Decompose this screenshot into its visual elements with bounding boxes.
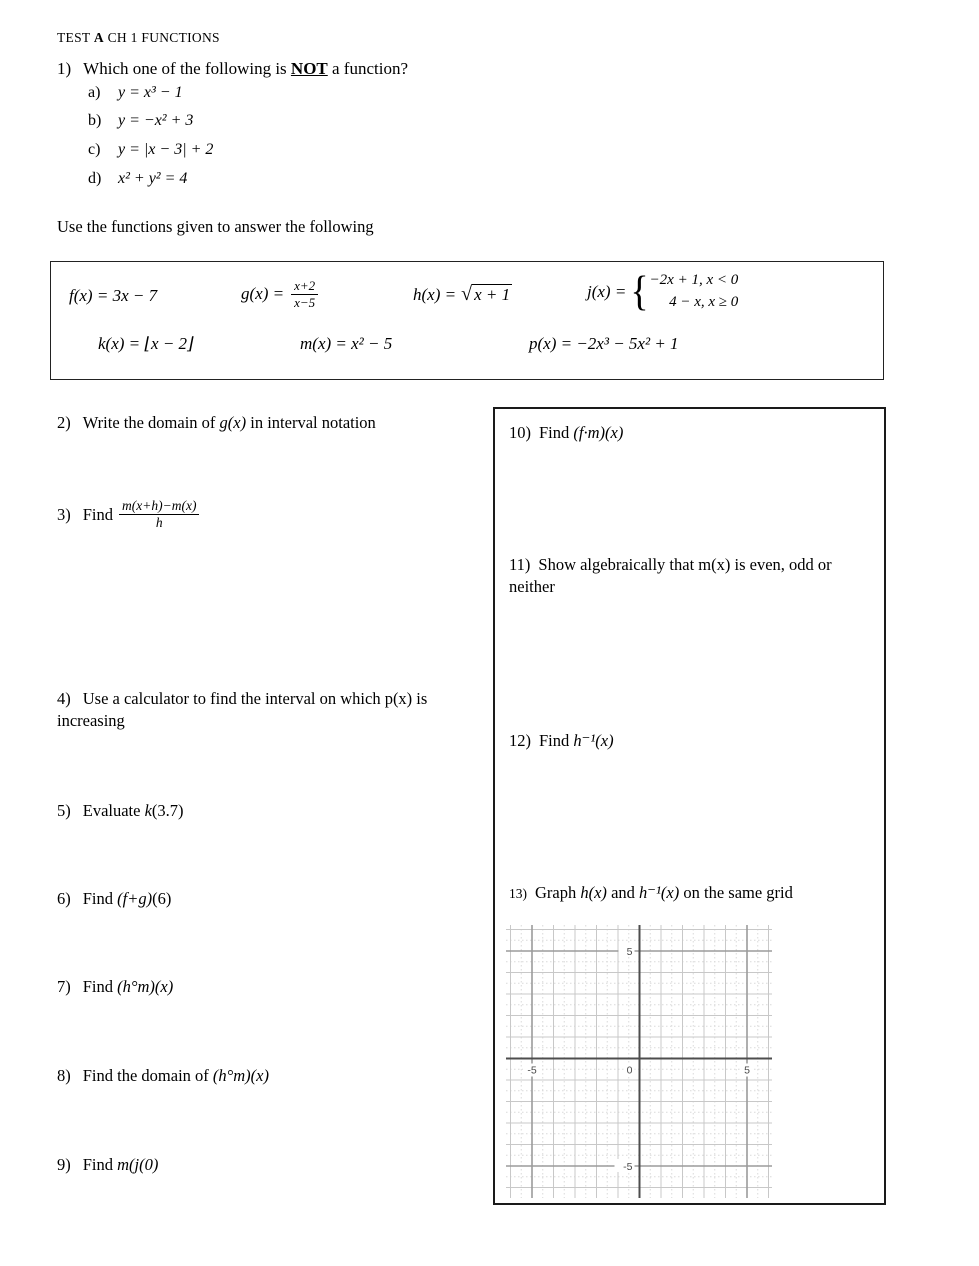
option-c bbox=[88, 141, 213, 159]
title-post: CH 1 FUNCTIONS bbox=[103, 30, 220, 45]
question-text: (3.7) bbox=[151, 801, 184, 820]
question-10 bbox=[509, 422, 623, 444]
option-formula: x² + y² = 4 bbox=[118, 170, 188, 187]
fraction-numerator: m(x+h)−m(x) bbox=[119, 498, 199, 515]
question-11 bbox=[509, 554, 873, 598]
question-text: Which one of the following is bbox=[83, 59, 291, 78]
question-text: a function? bbox=[327, 59, 409, 78]
function-h bbox=[413, 284, 512, 305]
question-text: Find the domain of bbox=[82, 1066, 213, 1085]
function-m: m(x) = x² − 5 bbox=[300, 334, 393, 353]
function-g-lhs: g(x) = bbox=[241, 284, 285, 304]
question-7 bbox=[57, 976, 173, 998]
square-root bbox=[461, 284, 512, 305]
option-letter: a) bbox=[88, 84, 101, 101]
question-math: g(x) bbox=[219, 413, 247, 432]
right-questions-box bbox=[493, 407, 886, 1205]
question-number: 2) bbox=[57, 413, 71, 432]
option-formula: y = x³ − 1 bbox=[118, 84, 183, 101]
fraction bbox=[119, 498, 199, 531]
question-math: (f+g) bbox=[117, 889, 153, 908]
question-5 bbox=[57, 800, 184, 822]
title-pre: TEST bbox=[57, 30, 94, 45]
page-title bbox=[57, 30, 220, 46]
option-b bbox=[88, 112, 193, 130]
question-text: Find bbox=[82, 1155, 118, 1174]
svg-text:0: 0 bbox=[626, 1064, 633, 1077]
instructions: Use the functions given to answer the following bbox=[57, 217, 374, 236]
question-13 bbox=[509, 882, 793, 904]
piecewise-lines bbox=[650, 270, 739, 314]
svg-text:-5: -5 bbox=[623, 1161, 633, 1173]
fraction-denominator: x−5 bbox=[294, 294, 316, 310]
question-math: h⁻¹(x) bbox=[639, 883, 680, 902]
question-number: 5) bbox=[57, 801, 71, 820]
function-h-lhs: h(x) = bbox=[413, 284, 457, 304]
question-math: k bbox=[144, 801, 152, 820]
question-number: 10) bbox=[509, 423, 531, 442]
question-1 bbox=[57, 58, 408, 80]
question-number: 12) bbox=[509, 731, 531, 750]
question-text: in interval notation bbox=[246, 413, 376, 432]
question-3 bbox=[57, 498, 199, 531]
option-letter: b) bbox=[88, 112, 102, 129]
option-letter: d) bbox=[88, 170, 102, 187]
question-number: 9) bbox=[57, 1155, 71, 1174]
question-text: Find bbox=[539, 423, 574, 442]
functions-box bbox=[50, 261, 884, 380]
svg-text:-5: -5 bbox=[527, 1064, 537, 1077]
graph-grid bbox=[506, 925, 772, 1203]
function-f: f(x) = 3x − 7 bbox=[69, 286, 158, 305]
function-j bbox=[587, 270, 738, 314]
question-text: Write the domain of bbox=[82, 413, 220, 432]
question-text: on the same grid bbox=[679, 883, 793, 902]
option-letter: c) bbox=[88, 141, 101, 158]
question-number: 11) bbox=[509, 555, 531, 574]
function-k: k(x) = ⌊x − 2⌋ bbox=[98, 334, 194, 353]
question-6 bbox=[57, 888, 171, 910]
question-math: (h°m)(x) bbox=[117, 977, 174, 996]
fraction-numerator: x+2 bbox=[291, 278, 318, 295]
question-number: 6) bbox=[57, 889, 71, 908]
question-9 bbox=[57, 1154, 158, 1176]
svg-text:5: 5 bbox=[626, 946, 633, 958]
option-a bbox=[88, 84, 183, 102]
question-math: h⁻¹(x) bbox=[573, 731, 614, 750]
option-formula: y = |x − 3| + 2 bbox=[118, 141, 214, 158]
radical-sign: √ bbox=[461, 283, 473, 305]
radicand: x + 1 bbox=[474, 285, 511, 304]
piecewise-line-2: 4 − x, x ≥ 0 bbox=[669, 293, 739, 310]
option-d bbox=[88, 170, 187, 188]
question-number: 13) bbox=[509, 886, 527, 901]
question-number: 1) bbox=[57, 59, 72, 78]
question-2 bbox=[57, 412, 376, 434]
grid-svg bbox=[506, 925, 772, 1198]
question-4 bbox=[57, 688, 489, 732]
title-bold: A bbox=[93, 30, 104, 45]
question-math: m(j(0) bbox=[117, 1155, 159, 1174]
function-p: p(x) = −2x³ − 5x² + 1 bbox=[529, 334, 679, 353]
question-text: Show algebraically that m(x) is even, odd or neither bbox=[509, 555, 832, 596]
question-text: Find bbox=[539, 731, 574, 750]
question-text: Find bbox=[82, 504, 114, 524]
question-math: (f·m)(x) bbox=[573, 423, 624, 442]
question-number: 7) bbox=[57, 977, 71, 996]
fraction-denominator: h bbox=[155, 515, 163, 531]
question-number: 8) bbox=[57, 1066, 71, 1085]
question-emphasis: NOT bbox=[290, 59, 328, 78]
option-formula: y = −x² + 3 bbox=[118, 112, 194, 129]
question-text: Graph bbox=[535, 883, 581, 902]
question-text: Find bbox=[82, 977, 118, 996]
question-math: h(x) bbox=[580, 883, 607, 902]
function-j-lhs: j(x) = bbox=[587, 281, 627, 301]
piecewise-line-1: −2x + 1, x < 0 bbox=[649, 272, 739, 288]
question-8 bbox=[57, 1065, 269, 1087]
question-text: and bbox=[606, 883, 640, 902]
question-text: Evaluate bbox=[82, 801, 145, 820]
function-g bbox=[241, 278, 318, 310]
piecewise-brace: { bbox=[630, 268, 649, 315]
question-math: (h°m)(x) bbox=[212, 1066, 269, 1085]
fraction bbox=[291, 278, 318, 310]
question-number: 4) bbox=[57, 689, 71, 708]
question-text: Use a calculator to find the interval on which p(x) is increasing bbox=[57, 689, 428, 730]
question-number: 3) bbox=[57, 504, 71, 524]
question-text: Find bbox=[82, 889, 118, 908]
question-12 bbox=[509, 730, 614, 752]
question-text: (6) bbox=[152, 889, 172, 908]
svg-text:5: 5 bbox=[744, 1064, 750, 1077]
